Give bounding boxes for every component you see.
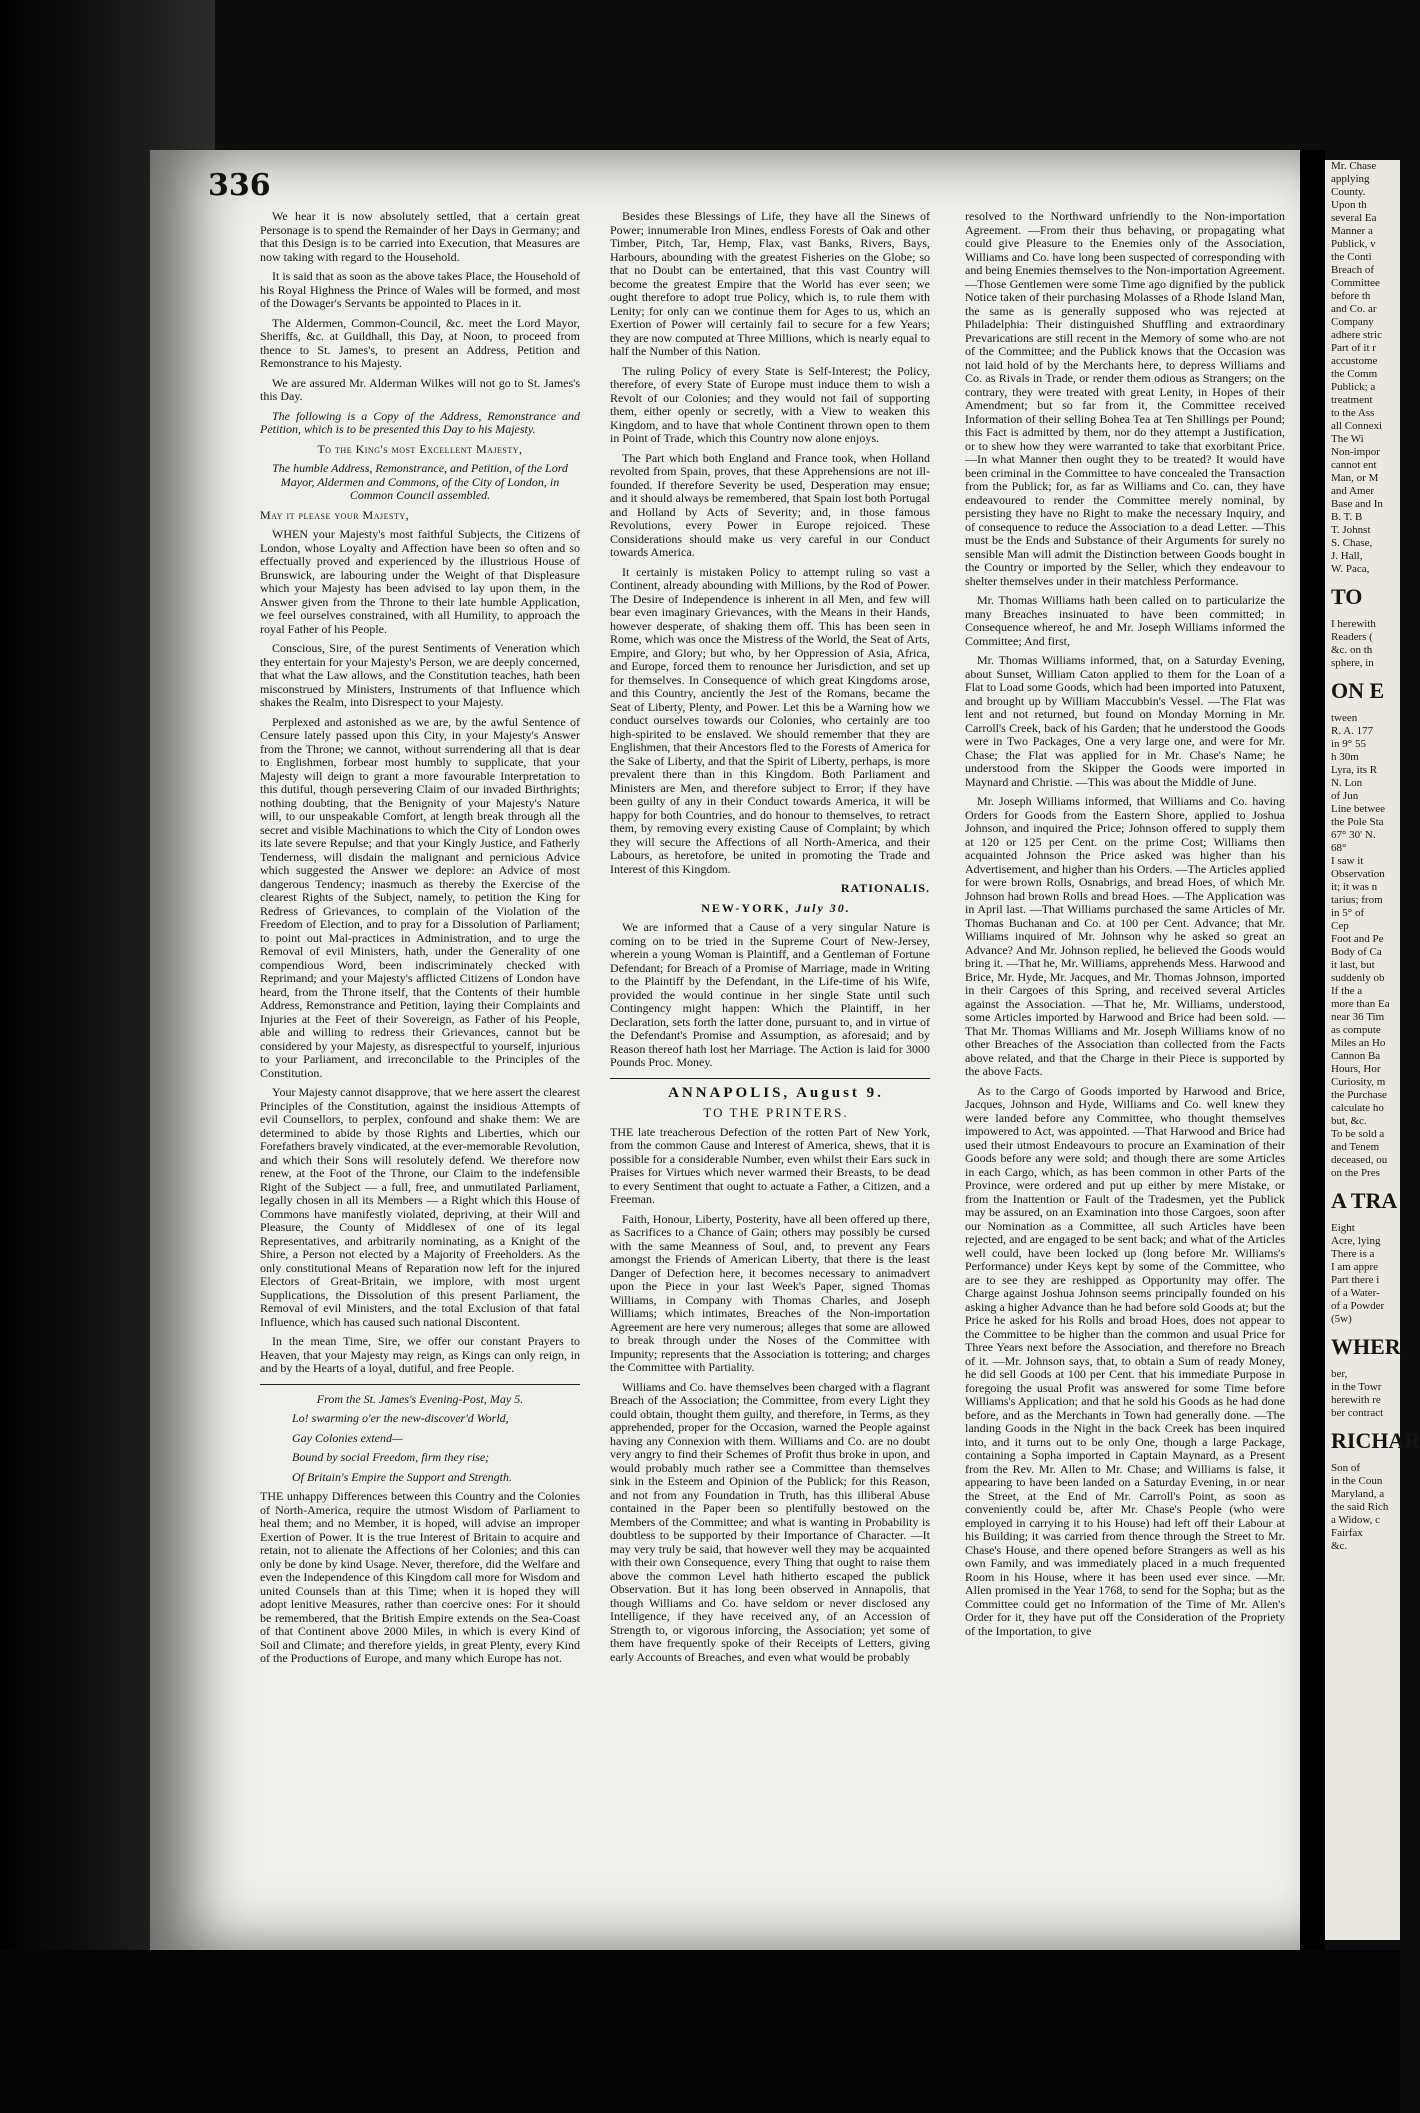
fragment-text: and Amer [1331,485,1375,497]
fragment-text: Acre, lying [1331,1235,1381,1247]
fragment-text: deceased, ou [1331,1154,1388,1166]
divider [260,1384,580,1385]
fragment-text: Hours, Hor [1331,1063,1381,1075]
fragment-text: Publick; a [1331,381,1376,393]
verse-line: Lo! swarming o'er the new-discover'd World, [292,1411,509,1425]
fragment-text: Man, or M [1331,472,1379,484]
essay-text: THE unhappy Differences between this Country and the Colonies of North-America, require the utmost Wisdom of Parliament to heal them; and no Member, it is hoped, will advise an improper Exertion of Power. It is the true Interest of Britain to acquire and retain, not to alienate the Affections of her Colonies; and this can only be done by kind Usage. Never, therefore, did the Welfare and even the Independence of this Kingdom call more for Wisdom and united Counsels than at this Time; when it is hoped they will adopt lenitive Measures, rather than coercive ones: For it should be remembered, that the British Empire extends on the Sea-Coast of that Continent above 2000 Miles, in which is every Kind of Soil and Climate; and therefore yields, in great Plenty, every Kind of the Productions of Europe, and many which Europe has not. [260,1489,580,1665]
fragment-text: Readers ( [1331,631,1373,643]
adjacent-page-edge [1325,160,1420,1940]
dateline-date: July 30. [795,900,851,915]
fragment-text: cannot ent [1331,459,1377,471]
address-body: Perplexed and astonished as we are, by the awful Sentence of Censure lately passed upon this City, in your Majesty's Answer from the Throne; we cannot, without surrendering all that is dear to Englishmen, forbear most humbly to supplicate, that your Majesty will deign to grant a more favourable Interpretation to this dutiful, though persevering Claim of our invaded Birthrights; nothing doubting, that the Benignity of your Majesty's Nature will, to our unspeakable Comfort, at length break through all the secret and visible Machinations to which the City of London owes its late severe Repulse; and that your Kingly Justice, and Fatherly Tenderness, will disdain the malignant and pernicious Advice which suggested the Answer we deplore: an Advice of most dangerous Tendency; inasmuch as thereby the Exercise of the clearest Rights of the Subject, namely, to petition the King for Redress of Grievances, to complain of the Violation of the Freedom of Election, and to pray for a Dissolution of Parliament; to point out Mal-practices in Administration, and to urge the Removal of evil Ministers, hath, under the Generality of one compendious Word, been indiscriminately checked with Reprimand; and your Majesty's afflicted Citizens of London have heard, from the Throne itself, that the Contents of their humble Address, Remonstrance and Petition, laying their Complaints and Injuries at the Feet of their Sovereign, as Father of his People, able and willing to redress their Grievances, cannot but be considered by your Majesty, as disrespectful to yourself, injurious to your Parliament, and irreconcilable to the Principles of the Constitution. [260,714,580,1080]
fragment-text: Fairfax [1331,1527,1363,1539]
fragment-text: Publick, v [1331,238,1376,250]
fragment-text: herewith re [1331,1394,1381,1406]
fragment-text: I herewith [1331,618,1376,630]
verse-line: Bound by social Freedom, firm they rise; [292,1450,490,1464]
fragment-text: and Co. ar [1331,303,1377,315]
fragment-text: a Widow, c [1331,1514,1381,1526]
fragment-text: RICHAR [1331,1428,1420,1453]
fragment-text: I am appre [1331,1261,1379,1273]
fragment-text: B. T. B [1331,511,1363,523]
fragment-text: Foot and Pe [1331,933,1384,945]
divider [610,1078,930,1079]
fragment-text: There is a [1331,1248,1375,1260]
address-body: In the mean Time, Sire, we offer our constant Prayers to Heaven, that your Majesty may reign, as Kings can only reign, in and by the Hearts of a loyal, dutiful, and free People. [260,1334,580,1375]
fragment-text: suddenly ob [1331,972,1385,984]
page-number: 336 [208,168,271,203]
salutation: May it please your Majesty, [260,507,410,522]
fragment-text: Lyra, its R [1331,764,1378,776]
fragment-text: To be sold a [1331,1128,1385,1140]
fragment-text: of a Powder [1331,1300,1385,1312]
fragment-text: Son of [1331,1462,1361,1474]
fragment-text: Maryland, a [1331,1488,1385,1500]
fragment-text: TO [1331,584,1363,609]
fragment-text: near 36 Tim [1331,1011,1385,1023]
column-2 [610,210,930,1930]
fragment-text: Curiosity, m [1331,1076,1386,1088]
fragment-text: WHER [1331,1334,1401,1359]
fragment-text: and Tenem [1331,1141,1380,1153]
address-body: Conscious, Sire, of the purest Sentiments of Veneration which they entertain for your Majesty's Person, we are deeply concerned, that what the Law allows, and the Constitution teaches, hath been misconstrued by Ministers, Instruments of that Influence which shakes the Realm, into Disrespect to your Majesty. [260,641,580,709]
letter-text: Williams and Co. have themselves been charged with a flagrant Breach of the Association; the Committee, from every Light they could obtain, thought them guilty, and therefore, in Terms, as they apprehended, proper for the Occasion, warned the People against having any Connexion with them. Williams and Co. are no doubt very angry to find their Schemes of Profit thus broke in upon, and would probably much rather see a Committee than themselves sink in the Esteem and Opinion of the Publick; for this Reason, and not from any Foundation in Truth, has this illiberal Abuse contained in the Paper been so plentifully bestowed on the Members of the Committee; and what is wanting in Probability is doubtless to be supported by their Importance of Character. —It may very truly be said, that however well they may be acquainted with their own Consequence, every Thing that ought to raise them above the common Level hath hitherto escaped the publick Observation. But it has long been observed in Annapolis, that though Williams and Co. have seldom or never disclosed any Intelligence, if they have received any, of an Accession of Strength to, or vigorous inforcing, the Association; yet some of them have frequently spoke of their Receipts of Letters, giving early Accounts of Breaches, and even what would be probably [610,1379,930,1664]
fragment-text: Cep [1331,920,1349,932]
fragment-text: in 9° 55 [1331,738,1366,750]
dateline-place: NEW-YORK, [701,900,791,915]
fragment-text: Part there i [1331,1274,1380,1286]
paragraph: Mr. Thomas Williams hath been called on to particularize the many Breaches insinuated to have been committed; in Consequence whereof, he and Mr. Joseph Williams informed the Committee; And first, [965,593,1285,648]
fragment-text: &c. on th [1331,644,1373,656]
address-intro: The following is a Copy of the Address, Remonstrance and Petition, which is to be presented this Day to his Majesty. [260,408,580,436]
fragment-text: Company [1331,316,1374,328]
fragment-text: Committee [1331,277,1380,289]
section-heading: ANNAPOLIS, August 9. [668,1084,884,1101]
fragment-text: Base and In [1331,498,1383,510]
fragment-text: I saw it [1331,855,1364,867]
dateline [610,902,930,916]
letter-continued: resolved to the Northward unfriendly to the Non-importation Agreement. —From their thus behaving, or propagating what could give Pleasure to the Enemies only of the Association, Williams and Co. have long been suspected of corresponding with and being Enemies themselves to the Non-importation Agreement. —Those Gentlemen were some Time ago dignified by the publick Notice taken of their purchasing Molasses of a Rhode Island Man, the same as is generally supposed who was rejected at Philadelphia: Their distinguished Shuffling and extraordinary Prevarications are still recent in the Memory of some who are not of the Committee; and the Publick knows that the Occasion was not laid hold of by the Merchants here, to depress Williams and Co. as Rivals in Trade, or render them odious as Strangers; on the contrary, they were treated with great Lenity, in Hopes of their Amendment; but so far from it, the Committee received Information of their selling Bohea Tea at Ten Shillings per Pound; this Fact is admitted by them, nor do they attempt a Justification, or to shew how they were warranted to take that exorbitant Price. —In what Manner then ought they to be treated? It would have been criminal in the Committee to have concealed the Transaction from the Publick; for, as far as Williams and Co. can, they have endeavoured to render the Committee merely nominal, by persisting they have no Right to make the necessary Inquiry, and of consequence to reduce the Association to a dead Letter. —This must be the Ends and Substance of their Arguments for surely no sensible Man will admit the Distinction between Goods bought in the Country or imported by the Seller, which they endeavour to shelter themselves under in their matchless Performance. [965,209,1285,588]
fragment-text: of a Water- [1331,1287,1380,1299]
fragment-text: in the Coun [1331,1475,1383,1487]
fragment-text: A TRA [1331,1188,1398,1213]
fragment-text: adhere stric [1331,329,1382,341]
letter-text: THE late treacherous Defection of the rotten Part of New York, from the common Cause and Interest of America, shews, that it is possible for a considerable Number, even whilst their Ears suck in Praises for Virtues which never warmed their Breasts, to be dead to every Sentiment that ought to actuate a Father, a Citizen, and a Freeman. [610,1124,930,1206]
fragment-text: the said Rich [1331,1501,1389,1513]
address-senders: The humble Address, Remonstrance, and Petition, of the Lord Mayor, Aldermen and Commons, of the City of London, in Common Council assembled. [272,461,568,502]
fragment-text: County. [1331,186,1366,198]
fragment-text: it last, but [1331,959,1375,971]
column-3 [965,210,1285,1930]
fragment-text: accustome [1331,355,1378,367]
fragment-text: ber, [1331,1368,1348,1380]
fragment-text: tween [1331,712,1358,724]
fragment-text: &c. [1331,1540,1348,1552]
paragraph: The Aldermen, Common-Council, &c. meet the Lord Mayor, Sheriffs, &c. at Guildhall, this Day, at Noon, to proceed from thence to St. James's, to present an Address, Petition and Remonstrance to his Majesty. [260,315,580,370]
fragment-text: of Jun [1331,790,1359,802]
fragment-text: 67° 30' N. [1331,829,1376,841]
paragraph: The ruling Policy of every State is Self-Interest; the Policy, therefore, of every State of Europe must induce them to wish a Revolt of our Colonies; and they would not fail of supporting them, either openly or secretly, with a View to weaken this Kingdom, and to have that whole Continent thrown open to them in Point of Trade, which this Country now alone enjoys. [610,363,930,445]
column-1 [260,210,580,1930]
fragment-text: Mr. Chase [1331,160,1377,172]
fragment-text: If the a [1331,985,1363,997]
paragraph: We hear it is now absolutely settled, that a certain great Personage is to spend the Remainder of her Days in Germany; and that this Design is to be carried into Execution, that Measures are now taking with regard to the Household. [260,209,580,264]
fragment-text: Body of Ca [1331,946,1382,958]
verse-line: Gay Colonies extend— [292,1430,403,1445]
paragraph: The Part which both England and France took, when Holland revolted from Spain, proves, that these Apprehensions are not ill-founded. If therefore Severity be used, Desperation may ensue; and it should always be remembered, that Spain lost both Portugal and Holland by Acts of Severity; and, in those famous Revolutions, every Power in Europe rejoiced. These Considerations should make us very careful in our Conduct towards America. [610,450,930,559]
fragment-text: Upon th [1331,199,1367,211]
fragment-text: the Conti [1331,251,1372,263]
fragment-text: more than Ea [1331,998,1390,1010]
address-recipient: To the King's most Excellent Majesty, [317,441,523,456]
fragment-text: ber contract [1331,1407,1384,1419]
fragment-text: Part of it r [1331,342,1376,354]
page-gutter [1300,150,1325,1950]
fragment-text: Non-impor [1331,446,1380,458]
paragraph: Mr. Thomas Williams informed, that, on a Saturday Evening, about Sunset, William Caton applied to them for the Loan of a Flat to Load some Goods, which had been imported into Patuxent, and brought up by William Maccubbin's Vessel. —The Flat was lent and not returned, but found on Monday Morning in Mr. Carroll's Creek, back of his Garden; that he understood the Goods were in Two Packages, One a very large one, and were for Mr. Chase; the Flat was applied for in Mr. Chase's Name; he understood from the Skipper the Goods were imported in Maynard and Christie. —This was about the Middle of June. [965,653,1285,789]
fragment-text: Observation [1331,868,1385,880]
fragment-text: several Ea [1331,212,1377,224]
fragment-text: but, &c. [1331,1115,1367,1127]
fragment-text: Line betwee [1331,803,1386,815]
letter-text: Faith, Honour, Liberty, Posterity, have all been offered up there, as Sacrifices to a Chance of Gain; others may possibly be cursed with the same Meanness of Soul, and, to prevent any Fears amongst the Friends of American Liberty, that there is the least Danger of Defection here, it becomes necessary to animadvert upon the Piece in your last Week's Paper, signed Thomas Williams, in Company with Thomas Charles, and Joseph Williams; which intimates, Breaches of the Non-importation Agreement are here very numerous; alleges that some are allowed to break through under the Noses of the Committee with Impunity; represents that the Association is tottering; and charges the Committee with Partiality. [610,1211,930,1374]
fragment-text: Breach of [1331,264,1375,276]
fragment-text: Cannon Ba [1331,1050,1381,1062]
fragment-text: all Connexi [1331,420,1383,432]
verse-line: Of Britain's Empire the Support and Strength. [292,1469,513,1484]
address-body: Your Majesty cannot disapprove, that we here assert the clearest Principles of the Constitution, against the insidious Attempts of evil Counsellors, to perplex, confound and shake them: We are determined to abide by those Rights and Liberties, which our Forefathers bravely vindicated, at the ever-memorable Revolution, and which their Sons will resolutely defend. We therefore now renew, at the Foot of the Throne, our Claim to the indefensible Right of the Subject — a full, free, and unmutilated Parliament, legally chosen in all its Members — a Right which this House of Commons have manifestly violated, depriving, at their Will and Pleasure, the County of Middlesex of one of its legal Representatives, and arbitrarily nominating, as a Knight of the Shire, a Person not elected by a Majority of Freeholders. As the only constitutional Means of Reparation now left for the injured Electors of Great-Britain, we implore, with most urgent Supplications, the Dissolution of this present Parliament, the Removal of evil Ministers, and the total Exclusion of that fatal Influence, which has caused such national Discontent. [260,1085,581,1329]
fragment-text: T. Johnst [1331,524,1371,536]
fragment-text: it; it was n [1331,881,1378,893]
fragment-text: the Pole Sta [1331,816,1384,828]
signature: RATIONALIS. [840,881,930,895]
paragraph: We are assured Mr. Alderman Wilkes will not go to St. James's this Day. [260,375,580,403]
paragraph: Besides these Blessings of Life, they have all the Sinews of Power; innumerable Iron Mines, endless Forests of Oak and other Timber, Pitch, Tar, Hemp, Flax, vast Banks, Rivers, Bays, Harbours, abounding with the greatest Fisheries on the Globe; so that no Doubt can be entertained, that this vast Country will become the greatest Empire that the World has ever seen; we ought therefore to adopt true Policy, which is, to rule them with Lenity; for only can we continue them for Ages to us, which an Exertion of Power will certainly fail to secure for a few Years; they are now computed at Three Millions, which is nearly equal to half the Number of this Nation. [610,209,930,358]
fragment-text: the Purchase [1331,1089,1387,1101]
fragment-text: The Wi [1331,433,1364,445]
address-body: WHEN your Majesty's most faithful Subjects, the Citizens of London, whose Loyalty and Affection have been so often and so effectually proved and experienced by the illustrious House of Brunswick, are labouring under the Weight of that Displeasure which your Majesty has been advised to lay upon them, in the Answer given from the Throne to their late humble Application, we feel ourselves constrained, with all Humility, to approach the royal Father of his People. [260,527,580,636]
fragment-text: before th [1331,290,1371,302]
fragment-text: Eight [1331,1222,1355,1234]
newspaper-page [150,150,1300,1950]
fragment-text: applying [1331,173,1370,185]
fragment-text: 68° [1331,842,1347,854]
paragraph: It certainly is mistaken Policy to attempt ruling so vast a Continent, already abounding with Millions, by the Rod of Power. The Desire of Independence is inherent in all Men, and few will bear even imaginary Grievances, with the Means in their Hands, however desperate, of shaking them off. This has been seen in Rome, which was once the Mistress of the World, the Seat of Arts, Empire, and Glory; but who, by her Oppression of Asia, Africa, and Europe, forced them to renounce her Jurisdiction, and set up for themselves. In Consequence of which great Kingdoms arose, and this Country, anciently the Jest of the Romans, became the Seat of Liberty, Plenty, and Power. Let this be a Warning how we conduct ourselves towards our Colonies, who certainly are too high-spirited to be enslaved. We should remember that they are Englishmen, that their Ancestors fled to the Forests of America for the Sake of Liberty, and that the Spirit of Liberty, perhaps, is more prevalent there than in this Kingdom. Both Parliament and Ministers are Men, and therefore subject to Error; if they have been guilty of any in their Conduct towards America, it will be happy for both Countries, and do honour to themselves, to retract them, by removing every existing Cause of Complaint; by which they will secure the Affections of all North-America, and their Labours, as heretofore, be united in promoting the Trade and Interest of this Kingdom. [610,564,930,876]
fragment-text: N. Lon [1331,777,1363,789]
fragment-text: in 5° of [1331,907,1365,919]
paragraph: Mr. Joseph Williams informed, that Williams and Co. having Orders for Goods from the Eastern Shore, applied to Joshua Johnson, and inquired the Price; Johnson offered to supply them at 120 or 125 per Cent. on the prime Cost; Williams then acquainted Johnson the Price asked was higher than his Advertisement, and higher than his Orders. —The Articles applied for were brown Rolls, Osnabrigs, and bread Hoes, of which Mr. Johnson had brown Rolls and bread Hoes. —The Application was in April last. —That Williams purchased the same Articles of Mr. Thomas Buchanan and Co. at 100 per Cent. Advance; that Mr. Williams inquired of Mr. Johnson why he asked so great an Advance? And Mr. Johnson replied, he believed the Goods would bring it. —That he, Mr. Williams, apprehends Mess. Harwood and Brice, Mr. Hyde, Mr. Jacques, and Mr. Thomas Johnson, imported in their Cargoes of this Spring, and received several Articles against the Association. —That he, Mr. Williams, understood, some Articles imported by Harwood and Brice had been sold. —That Mr. Thomas Williams and Mr. Joseph Williams know of no other Breaches of the Association than collected from the Facts above related, and that the Charge in their Piece is supported by the above Facts. [965,794,1285,1078]
paragraph: As to the Cargo of Goods imported by Harwood and Brice, Jacques, Johnson and Hyde, Williams and Co. well knew they were landed before any Committee, who thought themselves impowered to Act, was appointed. —That Harwood and Brice had used their utmost Endeavours to procure an Examination of their Goods before any were sold; and though there are some Articles in each Cargo, which, as has been common in other Parts of the Province, were ordered and put up either by mere Mistake, or from the Inattention or Fault of the Tradesmen, yet the Publick may be assured, on an Examination into those Cargoes, soon after our Nomination as a Committee, all such Articles have been rejected, and are engaged to be sent back; and what of the Articles well could, have been locked up (long before Mr. Williams's Performance) under Keys kept by some of the Committee, who are to see they are reshipped as Opportunity may offer. The Charge against Joshua Johnson seems principally founded on his asking a higher Advance than he had before sold Goods at; but the Price he asked for his Rolls and broad Hoes, does not appear to the Committee to be higher than the common and usual Price for Three Years next before the Association, and therefore no Breach of it. —Mr. Johnson says, that, to obtain a Sum of ready Money, he did sell Goods at 100 per Cent. that his immediate Purpose in foregoing the usual Profit was answered for some Time before Williams's Application; and that he sold his Goods as he had done before, and as the Merchants in Town had generally done. —The landing Goods in the Night in the back Creek has been inquired into, and it turns out to be only One, though a large Package, containing a Sopha imported in Captain Maynard, as a Present from the Rev. Mr. Allen to Mr. Chase; and Williams is false, it appearing to have been landed on a Saturday Evening, in or near the Street, at the End of Mr. Carroll's Point, as soon as conveniently could be, after Mr. Chase's People (who were employed in carrying it to his House) had left off their Labour at his Building; it was carried from thence through the Street to Mr. Chase's House, and there opened before Strangers as well as his own Family, and was immediately placed in a much frequented Room in his House, where it has been used ever since. —Mr. Allen promised in the Year 1768, to send for the Sopha; but as the Committee could get no Information of the Time of Mr. Allen's Order for it, they have put off the Consideration of the Propriety of the Importation, to give [965,1083,1285,1638]
fragment-text: Manner a [1331,225,1373,237]
fragment-text: S. Chase, [1331,537,1373,549]
fragment-text: R. A. 177 [1331,725,1374,737]
paragraph: It is said that as soon as the above takes Place, the Household of his Royal Highness the Prince of Wales will be formed, and most of the Dowager's Servants be appointed to Places in it. [260,269,580,310]
fragment-text: in the Towr [1331,1381,1382,1393]
news-item: We are informed that a Cause of a very singular Nature is coming on to be tried in the Supreme Court of New-Jersey, wherein a young Woman is Plaintiff, and a Gentleman of Fortune Defendant; for Breach of a Promise of Marriage, made in Writing to the Plaintiff by the Defendant, in the Life-time of his Wife, provided the would continue in her single State until such Contingency might happen: Which the Plaintiff, in her Declaration, sets forth the latter done, pursuant to, and in virtue of the Defendant's Promise and Assumption, as aforesaid; and by Reason thereof hath lost her Marriage. The Action is laid for 3000 Pounds Proc. Money. [610,920,930,1069]
fragment-text: on the Pres [1331,1167,1380,1179]
source-line: From the St. James's Evening-Post, May 5. [316,1391,524,1406]
fragment-text: tarius; from [1331,894,1383,906]
fragment-text: h 30m [1331,751,1359,763]
fragment-text: W. Paca, [1331,563,1370,575]
fragment-text: as compute [1331,1024,1381,1036]
scan-background [0,1950,1400,2113]
fragment-text: sphere, in [1331,657,1374,669]
fragment-text: ON E [1331,678,1385,703]
fragment-text: (5w) [1331,1313,1352,1325]
fragment-text: calculate ho [1331,1102,1384,1114]
fragment-text: J. Hall, [1331,550,1363,562]
fragment-text: Miles an Ho [1331,1037,1386,1049]
fragment-text: to the Ass [1331,407,1375,419]
fragment-text: the Comm [1331,368,1378,380]
fragment-text: treatment [1331,394,1373,406]
letter-heading: TO THE PRINTERS. [703,1105,849,1120]
